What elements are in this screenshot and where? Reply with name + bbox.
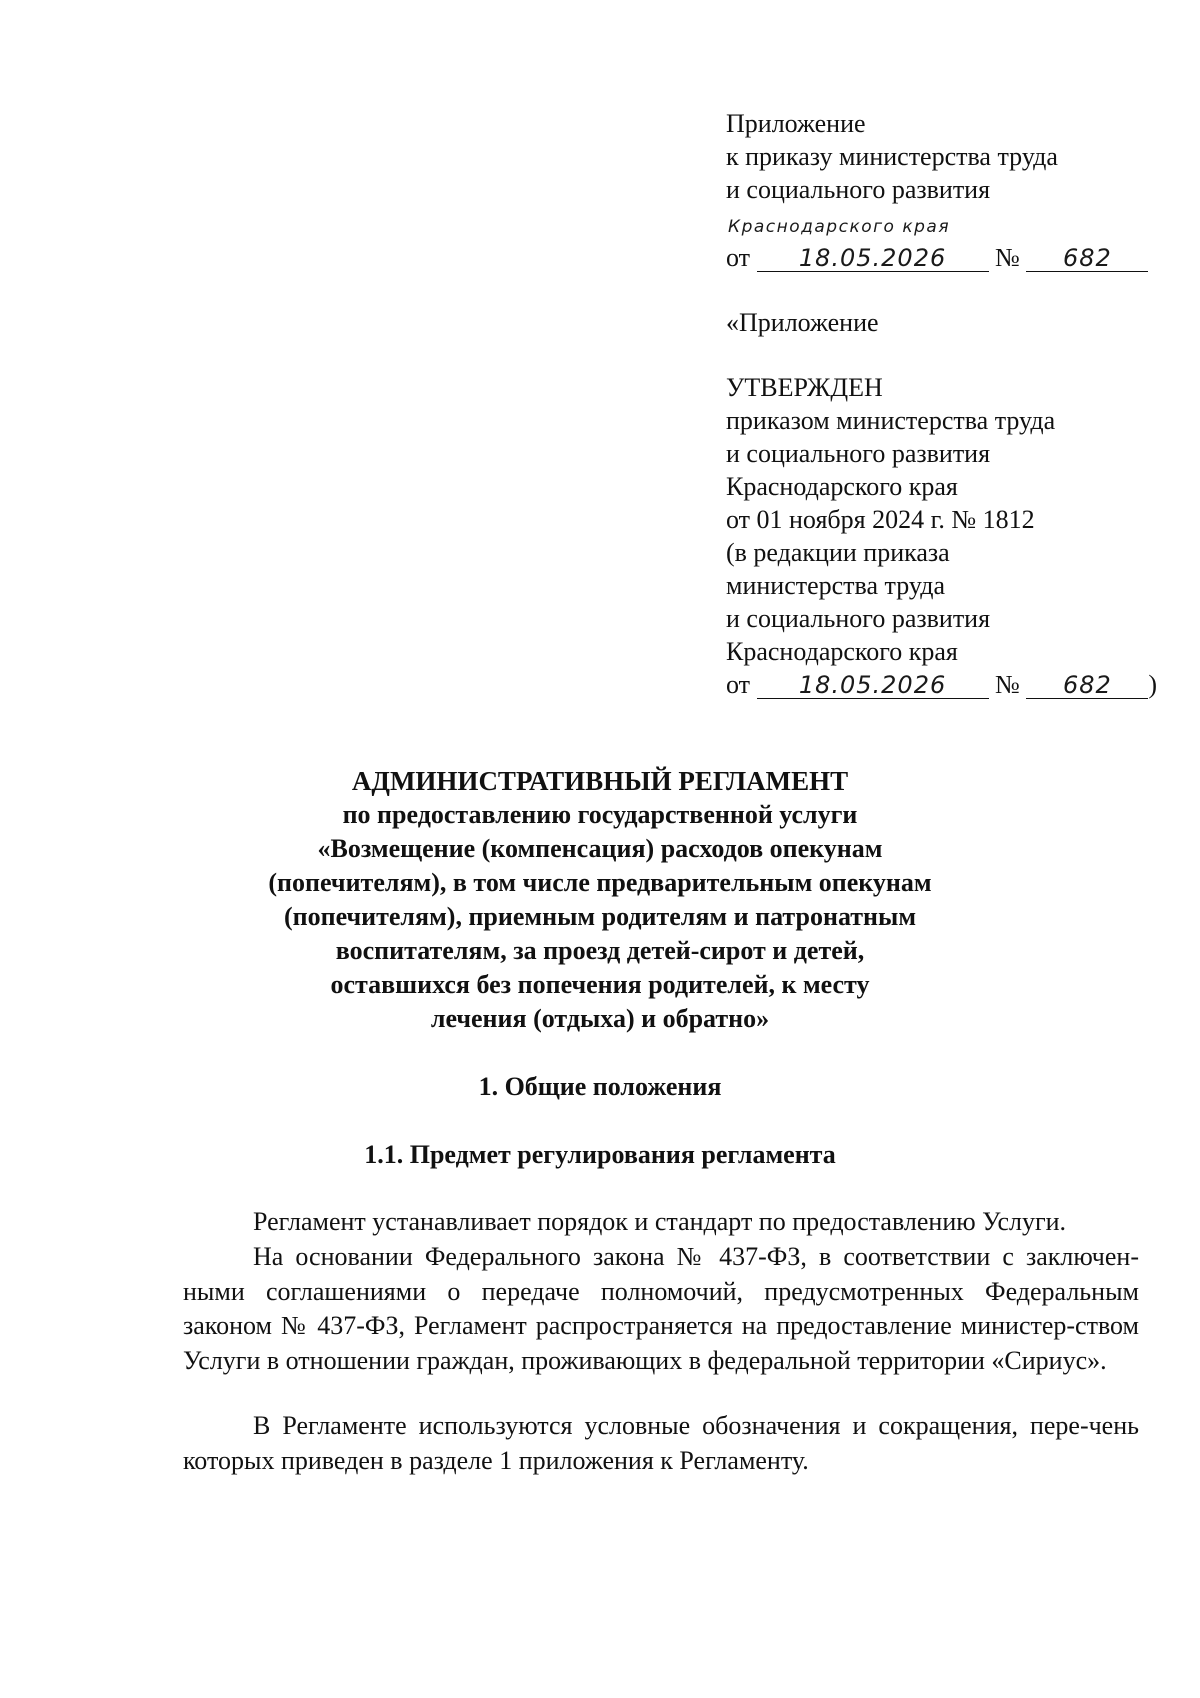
title-line-8: лечения (отдыха) и обратно» xyxy=(430,1004,770,1033)
title-line-1: АДМИНИСТРАТИВНЫЙ РЕГЛАМЕНТ xyxy=(351,766,849,796)
approved-date-handwritten: 18.05.2026 xyxy=(798,671,947,699)
subsection-heading: 1.1. Предмет регулирования регламента xyxy=(364,1140,836,1169)
approved-line-4: от 01 ноября 2024 г. № 1812 xyxy=(726,505,1035,534)
approved-closing: ) xyxy=(1148,670,1158,699)
approved-number-handwritten: 682 xyxy=(1062,671,1112,699)
date-prefix: от xyxy=(726,243,751,272)
approved-date-prefix: от xyxy=(726,670,751,699)
approved-date-row xyxy=(726,668,1157,702)
title-line-2: по предоставлению государственной услуги xyxy=(342,800,858,829)
title-line-7: оставшихся без попечения родителей, к месту xyxy=(330,970,870,999)
title-line-3: «Возмещение (компенсация) расходов опекунам xyxy=(317,834,883,863)
header-line-2: к приказу министерства труда xyxy=(726,142,1058,171)
approved-line-7: и социального развития xyxy=(726,604,991,633)
date-handwritten: 18.05.2026 xyxy=(798,244,947,272)
approved-line-2: и социального развития xyxy=(726,439,991,468)
approved-title: УТВЕРЖДЕН xyxy=(726,373,883,402)
approved-line-3: Краснодарского края xyxy=(726,472,958,501)
header-line-1: Приложение xyxy=(726,109,866,138)
quote-open-appendix: «Приложение xyxy=(726,308,879,337)
header-line-3: и социального развития xyxy=(726,175,991,204)
title-line-6: воспитателям, за проезд детей-сирот и детей, xyxy=(335,936,865,965)
paragraph-2: На основании Федерального закона № 437-ФЗ, в соответствии с заключен-ными соглашениями о передаче полномочий, предусмотренных Федеральным законом № 437-ФЗ, Регламент распространяется на предоставление министер-ством Услуги в отношении граждан, проживающих в федеральной территории «Сириус». xyxy=(183,1242,1139,1375)
section-heading: 1. Общие положения xyxy=(478,1072,722,1101)
header-line-4-handwritten: Краснодарского края xyxy=(728,217,951,237)
title-line-5: (попечителям), приемным родителям и патронатным xyxy=(283,902,917,931)
approved-line-6: министерства труда xyxy=(726,571,945,600)
paragraph-3: В Регламенте используются условные обозначения и сокращения, пере-чень которых приведен в разделе 1 приложения к Регламенту. xyxy=(183,1411,1139,1475)
title-line-4: (попечителям), в том числе предварительным опекунам xyxy=(268,868,932,897)
number-prefix: № xyxy=(995,243,1020,272)
approved-number-field xyxy=(1026,668,1148,699)
approved-line-8: Краснодарского края xyxy=(726,637,958,666)
date-field xyxy=(757,241,989,272)
approved-line-1: приказом министерства труда xyxy=(726,406,1056,435)
number-field xyxy=(1026,241,1148,272)
approved-date-field xyxy=(757,668,989,699)
approved-line-5: (в редакции приказа xyxy=(726,538,950,567)
header-date-row xyxy=(726,241,1148,275)
number-handwritten: 682 xyxy=(1062,244,1112,272)
approved-number-prefix: № xyxy=(995,670,1020,699)
paragraph-1: Регламент устанавливает порядок и стандарт по предоставлению Услуги. xyxy=(253,1207,1067,1236)
